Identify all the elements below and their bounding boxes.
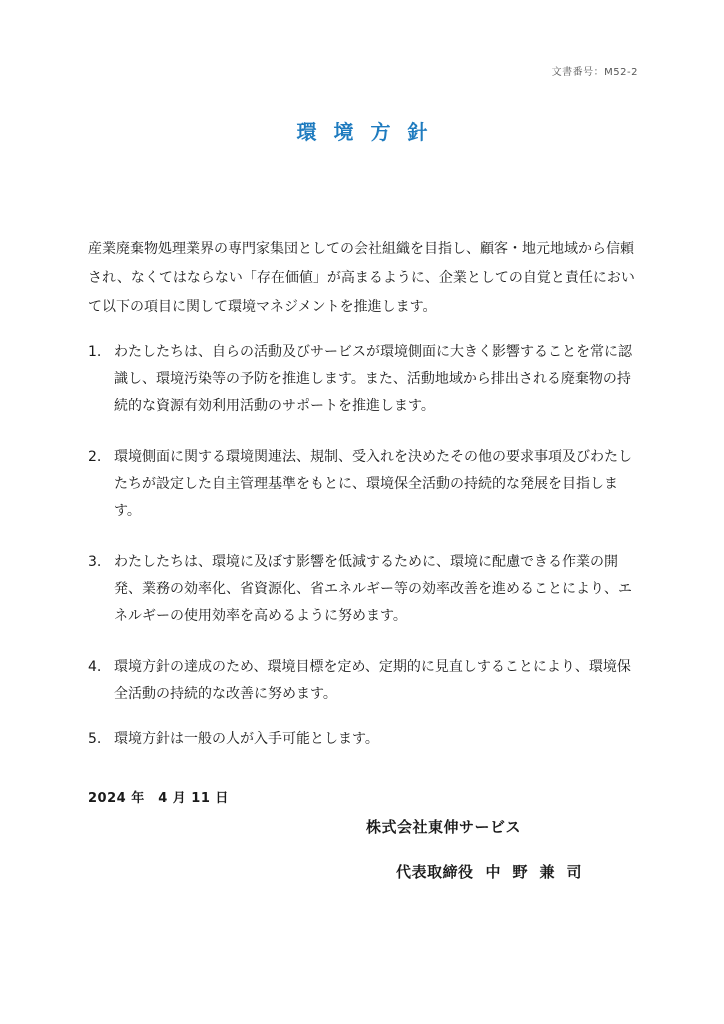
company-name: 株式会社東伸サービス <box>366 818 522 836</box>
document-number: 文書番号：M52-2 <box>551 67 638 78</box>
policy-item-1 <box>88 339 644 420</box>
policy-item-text: 環境方針の達成のため、環境目標を定め、定期的に見直しすることにより、環境保全活動の持続的な改善に努めます。 <box>114 659 631 702</box>
representative-name: 中野兼司 <box>485 863 594 881</box>
policy-item-number: 2. <box>88 449 102 465</box>
policy-item-text: 環境側面に関する環境関連法、規制、受入れを決めたその他の要求事項及びわたしたちが設定した自主管理基準をもとに、環境保全活動の持続的な発展を目指します。 <box>114 449 632 519</box>
policy-item-number: 1. <box>88 344 102 360</box>
policy-item-2 <box>88 444 644 525</box>
policy-item-number: 4. <box>88 659 102 675</box>
page-title: 環境方針 <box>296 120 445 144</box>
policy-item-number: 5. <box>88 731 102 747</box>
issue-date: 2024 年 4 月 11 日 <box>88 791 229 806</box>
policy-item-text: わたしたちは、自らの活動及びサービスが環境側面に大きく影響することを常に認識し、環境汚染等の予防を推進します。また、活動地域から排出される廃棄物の持続的な資源有効利用活動のサポートを推進します。 <box>114 344 632 414</box>
policy-item-text: わたしたちは、環境に及ぼす影響を低減するために、環境に配慮できる作業の開発、業務の効率化、省資源化、省エネルギー等の効率改善を進めることにより、エネルギーの使用効率を高めるように努めます。 <box>114 554 632 624</box>
policy-item-3 <box>88 549 644 630</box>
policy-list <box>88 339 644 771</box>
policy-item-text: 環境方針は一般の人が入手可能とします。 <box>114 731 379 747</box>
representative-signature <box>396 861 594 882</box>
policy-item-5 <box>88 726 644 753</box>
intro-paragraph: 産業廃棄物処理業界の専門家集団としての会社組織を目指し、顧客・地元地域から信頼され、なくてはならない「存在価値」が高まるように、企業としての自覚と責任において以下の項目に関して環境マネジメントを推進します。 <box>88 241 635 315</box>
policy-item-4 <box>88 654 644 708</box>
policy-item-number: 3. <box>88 554 102 570</box>
representative-title: 代表取締役 <box>396 863 474 881</box>
